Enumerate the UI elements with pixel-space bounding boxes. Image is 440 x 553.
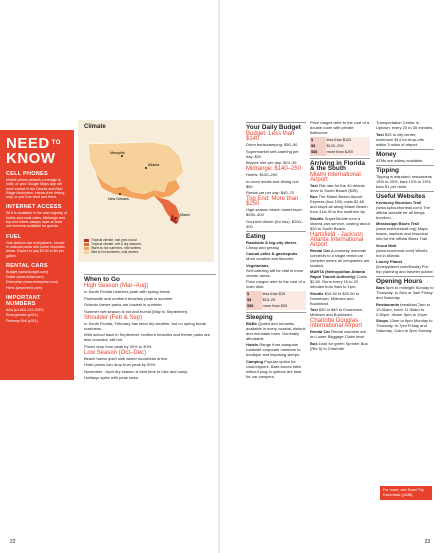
budget-column [246, 120, 306, 380]
arrival-item: Taxi Flat rate for the 40-minute drive to South Beach ($35). [310, 182, 365, 193]
table-row: $ less than $120 [310, 137, 370, 143]
eating-type: Vegetarians [246, 262, 269, 268]
list-item: Orlando theme parks are busiest in summer. [84, 302, 163, 307]
sleeping-item: Camping Popular option for road-trippers. Bare-bones sites without plug-in options are best for car campers. [246, 358, 302, 379]
budget-tier: Top End: More than $250 [246, 196, 299, 207]
arrival-item: Shuttle SuperShuttle runs a shared-van service, costing about $20 to South Beach. [310, 215, 370, 231]
budget-tier: Budget: Less than $140 [246, 131, 295, 142]
eating-type: Casual cafes & gastropubs [246, 251, 298, 256]
list-item: In-room meals and dining out: $50 [246, 178, 299, 189]
list-item: Dorm beds/camping: $30–50 [246, 142, 298, 147]
sidebar-row: Dollar (www.dollar.com) [6, 275, 44, 280]
know-title: KNOW [6, 150, 56, 167]
website-item: Lonely Planet (lonelyplanet.com/florida) Pre-trip planning and traveler advice. [376, 259, 434, 274]
sidebar-row: AAA (▸1-800-222-4357) [6, 308, 44, 313]
sidebar-row: Hertz (www.hertz.com) [6, 285, 43, 290]
transport-taxi: Taxi $25 to city center, maximum $14 for drop-offs within 3 miles of airport. [376, 131, 424, 147]
arrival-item: Shuttle $16.50 to $20.50 to Downtown, Midtown and Buckhead. [310, 290, 360, 306]
hours-item: Restaurants breakfast 7am to 10:30am, lunch 11:30am to 2:30pm, dinner 5pm to 10pm [376, 301, 431, 317]
page-number: 23 [424, 539, 430, 545]
section-heading: Your Daily Budget [246, 122, 306, 130]
arrival-item: Bus Look for green Sprinter Bus (Rte 5) to Charlotte [310, 340, 368, 351]
website-desc: (www.msbluestrail.org) Maps, towns, markers and historical info for the official Blues Trail. [376, 226, 429, 241]
website-name[interactable]: Kentucky Bourbon Trail [376, 199, 422, 205]
sleeping-item: B&Bs Quaint and romantic, available in every coastal, historic and mountain town. Generally affordable. [246, 320, 306, 341]
city-label: Miami [180, 213, 190, 217]
season-heading: Shoulder (Feb & Sep) [84, 314, 143, 321]
sidebar-row: Emergencies (▸911) [6, 313, 38, 318]
table-row: $ less than $15 [246, 291, 306, 297]
eating-desc: Self-catering will be vital in more remote areas. [246, 267, 304, 278]
section-heading: Eating [246, 231, 306, 239]
info-column [376, 120, 434, 335]
sidebar-row: Enterprise (www.enterprise.com) [6, 280, 59, 285]
sleeping-item: Hotels Range from adequate roadside corporate numbers to boutique and imposing sleeps. [246, 342, 301, 358]
hours-item: Bars 5pm to midnight Sunday to Thursday, to 2am or 3am Friday and Saturday [376, 285, 434, 300]
table-row: $$ $15–25 [246, 297, 306, 303]
section-heading: When to Go [84, 274, 216, 282]
money-text: ATMs are widely available. [376, 157, 424, 163]
eating-desc: Cheap and greasy. [246, 244, 280, 250]
legend-item: Warm to hot summers, mild winters [84, 246, 141, 250]
list-item: Rental car per day: $40–70 [246, 190, 295, 195]
airport-heading: Charlotte Douglas International Airport [310, 318, 363, 330]
list-item: Hotels: $100–200 [246, 172, 278, 177]
website-desc: (www.kybourbontrail.com) The official website for all things bourbon. [376, 204, 430, 220]
sidebar-text: Gas stations are everywhere, except in national parks and some mountain areas. Expect to pay $3.50 to $4 per gallon. [6, 240, 65, 258]
arrival-item: Bus The Miami Beach Airport Express (bus 150) costs $2.65 and stops all along Miami Beach, from 41st St to the southern tip. [310, 194, 369, 215]
legend-item: Tropical climate, rain year-round [84, 238, 141, 242]
arriving-column [310, 120, 370, 352]
eating-price-table [246, 291, 306, 310]
list-item: High-season beach hotel/resort: $250–400 [246, 207, 303, 217]
need-to-know-sidebar [0, 130, 74, 380]
city-label: Atlanta [148, 163, 160, 167]
need-title-to: TO [51, 140, 61, 146]
sidebar-text: Wi-fi is available in the vast majority of hotels and most cafes. Midrange and top-end hotels always have at least one terminal available for guests. [6, 211, 67, 229]
list-item: Prices drop from peak by 20% to 30%. [84, 343, 153, 349]
transport-text: Transportation Center in Uptown; every 20 to 30 minutes. [376, 120, 434, 130]
table-row: $$ $120–200 [310, 143, 370, 149]
legend-item: Mild to hot summers, cold winters [84, 250, 141, 254]
list-item: Bicycle hire per day: $24–35 [246, 160, 297, 165]
list-item: In South Florida beaches peak with spring break. [84, 289, 171, 294]
climate-title: Climate [84, 124, 106, 130]
website-item: Scout Mob (www.scoutmob.com) What's hot in Atlanta. [376, 242, 428, 258]
lodging-price-table [310, 137, 370, 156]
climate-legend [84, 238, 141, 254]
table-row: $$$ more than $200 [310, 149, 370, 155]
list-item: Supermarket self-catering per day: $20 [246, 148, 299, 159]
arrival-item: Rental Car Rental counters are on Lower Baggage Claim level. [310, 329, 367, 340]
sidebar-row: Budget (www.budget.com) [6, 269, 49, 274]
sidebar-heading: CELL PHONES [6, 171, 48, 177]
price-note: Price ranges refer to the cost of a main dish: [246, 279, 306, 289]
right-page [220, 0, 440, 553]
sidebar-text: Mobile phone network coverage is solid, or your Google Maps app will work except in the Ozarks and Blue Ridge Mountains. Hands-free driving only, or you'll be cited and fined. [6, 178, 65, 200]
list-item: With school back in September, northern beaches and theme parks are less crowded; still hot. [84, 332, 211, 342]
airport-heading: Hartsfield - Jackson Atlanta International Airport [310, 231, 364, 248]
list-item: Gourmet dinner (for two): $200–300 [246, 218, 303, 229]
list-item: In South Florida, February has ideal dry weather, but no spring break craziness. [84, 320, 206, 331]
price-note: Price ranges refer to the cost of a double room with private bathroom: [310, 120, 370, 135]
legend-item: Tropical climate, wet & dry seasons [84, 242, 141, 246]
eating-type: Roadside & big-city diners [246, 239, 297, 245]
when-to-go [84, 272, 216, 382]
season-heading: High Season (Mar–Aug) [84, 283, 149, 289]
section-heading: Arriving in Florida & the South [310, 158, 370, 171]
sidebar-heading: INTERNET ACCESS [6, 204, 62, 211]
list-item: Summer wet season is hot and humid (May to September). [84, 308, 189, 314]
city-label: New Orleans [108, 197, 129, 201]
section-heading: Opening Hours [376, 276, 434, 284]
tipping-text: Tipping is standard: restaurants 15% to 20%, bars 10% to 15%, bars $1 per drink. [376, 173, 432, 189]
budget-tier: Midrange: $140–250 [246, 166, 302, 172]
section-heading: Sleeping [246, 312, 306, 320]
website-name[interactable]: Mississippi Blues Trail [376, 221, 419, 226]
table-row: $$$ more than $25 [246, 303, 306, 309]
city-label: Memphis [110, 151, 125, 155]
arrival-item: MARTA (Metropolitan Atlanta Rapid Transit Authority) Costs $2.50. Runs every 15 to 20 minutes from 5am to 1pm. [310, 269, 367, 290]
section-heading: Money [376, 149, 434, 157]
season-heading: Low Season (Oct–Dec) [84, 349, 147, 356]
list-item: Panhandle and northern beaches peak in summer. [84, 295, 174, 301]
promo-box[interactable]: For more, see Road Trip Essentials (p338). [380, 486, 432, 500]
list-item: November - April dry season is best time to hike and camp. [84, 368, 189, 374]
arrival-item: Rental Car A courtesy monorail connects to a single rental car complex where all companies are located. [310, 247, 370, 268]
airport-heading: Miami International Airport [310, 171, 361, 183]
eating-desc: More creative and flavorful. [246, 256, 295, 261]
hours-item: Shops 10am to 9pm Monday to Thursday, to 7pm Friday and Saturday, 11am to 5pm Sunday [376, 318, 433, 333]
sidebar-heading: RENTAL CARS [6, 262, 48, 269]
list-item: Beach towns quiet until winter snowbirds arrive. [84, 355, 169, 361]
list-item: Hotel prices can drop from peak by 50%. [84, 362, 157, 367]
section-heading: Useful Websites [376, 191, 434, 199]
need-title: NEED [6, 135, 50, 152]
sidebar-heading: FUEL [6, 233, 22, 240]
list-item: Holidays spike with peak rates. [84, 375, 139, 380]
section-heading: Tipping [376, 165, 434, 173]
page-number: 22 [10, 539, 16, 545]
climate-map [84, 134, 208, 224]
arrival-item: Taxi $30 to $40 to Downtown, Midtown and Buckhead. [310, 307, 364, 318]
sidebar-heading: IMPORTANT NUMBERS [6, 295, 41, 308]
sidebar-row: Freeway Roll (▸511) [6, 318, 38, 323]
